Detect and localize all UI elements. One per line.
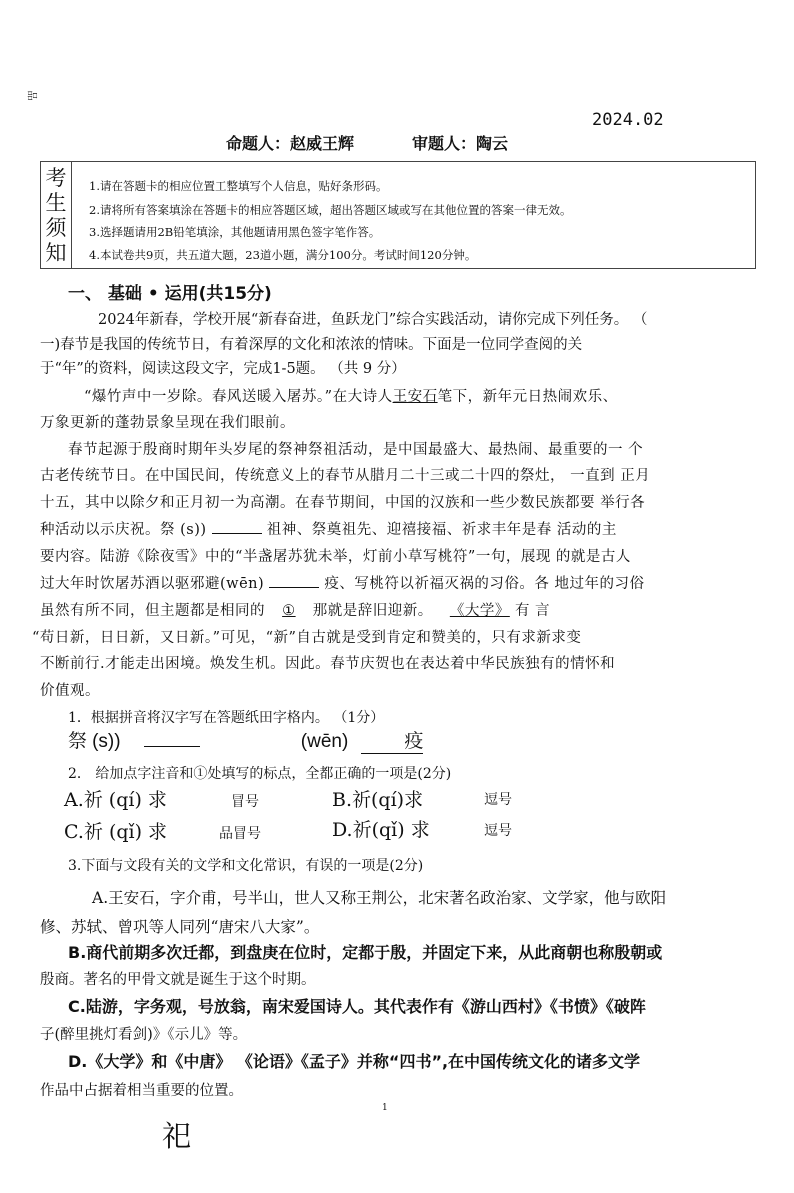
passage-line: 春节起源于殷商时期年头岁尾的祭神祭祖活动，是中国最盛大、最热闹、最重要的一 个 [68,442,644,458]
passage-line: 古老传统节日。在中国民间，传统意义上的春节从腊月二十三或二十四的祭灶， 一直到 正月 [40,468,651,484]
reviewer: 审题人：陶云 [412,134,509,153]
fill-blank [269,587,319,588]
book-title: 《大学》 [449,603,510,619]
underlined-name: 王安石 [392,389,438,405]
poem-line: “爆竹声中一岁除。春风送暖入屠苏。”在大诗人王安石笔下，新年元日热闹欢乐、 [84,389,618,405]
exam-date: 2024.02 [592,110,664,130]
passage-line: 虽然有所不同，但主题都是相同的 ① 那就是辞旧迎新。 《大学》 有 言 [40,603,551,619]
question-1-prompt: 1．根据拼音将汉字写在答题纸田字格内。 （1分） [68,710,385,726]
passage-line: 十五，其中以除夕和正月初一为高潮。在春节期间，中国的汉族和一些少数民族都要 举行各 [40,495,646,511]
option-a-text: A.王安石，字介甫，号半山，世人又称王荆公，北宋著名政治家、文学家，他与欧阳 [92,889,667,907]
section-title: 一、 基础 • 运用(共15分) [68,284,272,304]
passage-line: 不断前行.才能走出困境。焕发生机。因此。春节庆贺也在表达着中华民族独有的情怀和 [40,656,616,672]
question-2-prompt: 2． 给加点字注音和①处填写的标点，全都正确的一项是(2分) [68,766,452,782]
page-number: 1 [382,1103,388,1113]
option-d-text: 作品中占据着相当重要的位置。 [40,1083,243,1099]
option-c: C.祈 (qǐ) 求 [64,821,168,843]
answer-blank: 疫 [361,726,423,754]
notice-label: 考 生 须 知 [41,162,72,268]
passage-line: 价值观。 [40,683,100,699]
option-b: B.祈(qí)求 [332,789,424,811]
answer-blank [144,746,200,747]
option-a-text: 修、苏轼、曾巩等人同列“唐宋八大家”。 [40,918,320,936]
option-b-text: B.商代前期多次迁都，到盘庚在位时，定都于殷，并固定下来，从此商朝也称殷朝或 [68,943,663,962]
option-a-mark: 冒号 [231,794,259,810]
punctuation-mark-1: ① [282,603,296,619]
passage-line: 过大年时饮屠苏酒以驱邪避(wēn) 疫、写桃符以祈福灭祸的习俗。各 地过年的习俗 [40,576,645,592]
option-d: D.祈(qǐ) 求 [332,819,430,841]
notice-item: 1.请在答题卡的相应位置工整填写个人信息，贴好条形码。 [89,179,388,193]
passage-line: 要内容。陆游《除夜雪》中的“半盏屠苏犹未举，灯前小草写桃符”一句，展现 的就是古人 [40,549,631,565]
option-a: A.祈 (qí) 求 [64,789,167,811]
passage-line: “苟日新，日日新，又日新。”可见，“新”自古就是受到肯定和赞美的，只有求新求变 [32,630,582,646]
passage-line: 种活动以示庆祝。祭 (s)) 祖神、祭奠祖先、迎禧接福、祈求丰年是春 活动的主 [40,522,617,538]
exam-notice-box [40,161,756,269]
intro-line: 一)春节是我国的传统节日，有着深厚的文化和浓浓的情味。下面是一位同学查阅的关 [40,337,583,353]
intro-line: 2024年新春，学校开展“新春奋进，鱼跃龙门”综合实践活动，请你完成下列任务。 （ [98,312,648,328]
proposer: 命题人：赵威王辉 [226,134,355,153]
edge-mark: 品 [25,90,37,101]
question-1-answer: 祭 (s)) (wēn) 疫 [68,726,423,754]
handwritten-character: 祀 [162,1119,192,1153]
notice-item: 3.选择题请用2B铅笔填涂，其他题请用黑色签字笔作答。 [89,225,381,239]
option-b-text: 殷商。著名的甲骨文就是诞生于这个时期。 [40,972,316,988]
notice-item: 4.本试卷共9页，共五道大题，23道小题，满分100分。考试时间120分钟。 [89,248,477,262]
notice-item: 2.请将所有答案填涂在答题卡的相应答题区域，超出答题区域或写在其他位置的答案一律无效。 [89,203,572,217]
option-d-mark: 逗号 [484,823,512,839]
question-3-prompt: 3.下面与文段有关的文学和文化常识，有误的一项是(2分) [68,858,424,874]
option-d-text: D.《大学》和《中唐》 《论语》《孟子》并称“四书”,在中国传统文化的诸多文学 [68,1052,641,1071]
authors-line [226,131,508,154]
intro-line: 于“年”的资料，阅读这段文字，完成1-5题。 （共 9 分） [40,361,406,377]
option-c-text: C.陆游，字务观，号放翁，南宋爱国诗人。其代表作有《游山西村》《书愤》《破阵 [68,997,646,1016]
option-c-text: 子(醉里挑灯看剑)》《示儿》等。 [40,1027,248,1043]
option-b-mark: 逗号 [484,792,512,808]
option-c-mark: 品冒号 [219,826,261,842]
fill-blank [212,533,262,534]
poem-line: 万象更新的蓬勃景象呈现在我们眼前。 [40,415,295,431]
